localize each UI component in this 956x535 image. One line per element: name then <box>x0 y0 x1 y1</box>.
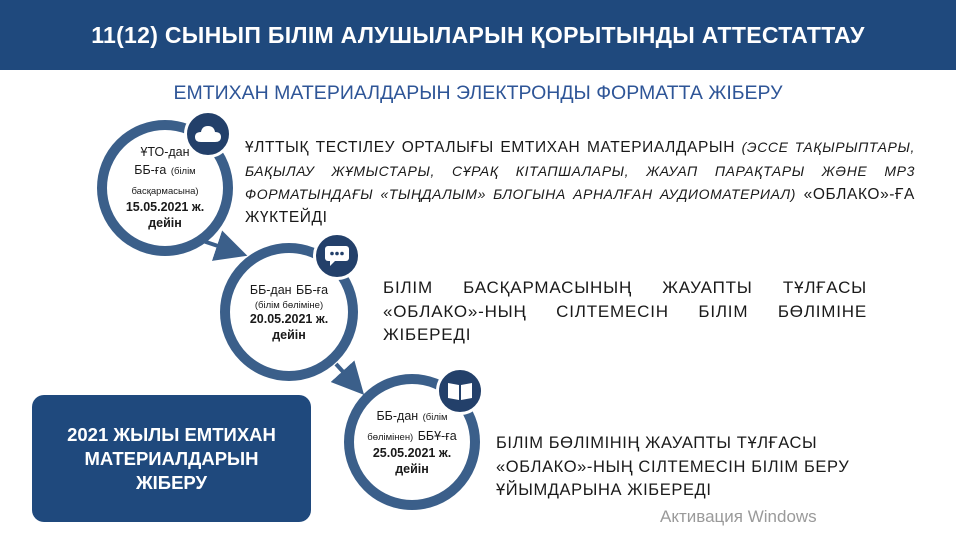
cloud-icon <box>184 110 232 158</box>
step-1-from: ҰТО-дан <box>140 144 190 159</box>
step-1-deadline: дейін <box>148 215 182 230</box>
step-1-to-line <box>107 160 223 200</box>
summary-box-text: 2021 ЖЫЛЫ ЕМТИХАН МАТЕРИАЛДАРЫН ЖІБЕРУ <box>67 423 276 493</box>
step-1-description <box>245 136 915 229</box>
summary-box <box>32 395 311 522</box>
chat-icon <box>313 232 361 280</box>
step-1-desc-italic: (ЭССЕ ТАҚЫРЫПТАРЫ, БАҚЫЛАУ ЖҰМЫСТАРЫ, СҰРАҚ КІТАПШАЛАРЫ, ЖАУАП ПАРАҚТАРЫ ЖӘНЕ МР3 ФОРМАТЫНДАҒЫ «ТЫҢДАЛЫМ» БЛОГЫНА АРНАЛҒАН АУДИОМАТЕРИАЛ) <box>245 139 915 202</box>
step-2-deadline: дейін <box>272 327 306 342</box>
windows-activation-watermark: Активация Windows <box>660 507 817 526</box>
step-2-date: 20.05.2021 ж. <box>249 312 329 327</box>
step-2-from: ББ-дан <box>249 283 292 298</box>
step-2-route <box>250 280 328 300</box>
step-1-date: 15.05.2021 ж. <box>125 200 205 215</box>
step-1-desc-end: «ОБЛАКО»-ҒА ЖҮКТЕЙДІ <box>245 186 915 226</box>
step-1-desc-main: ҰЛТТЫҚ ТЕСТІЛЕУ ОРТАЛЫҒЫ ЕМТИХАН МАТЕРИАЛДАРЫН <box>245 139 736 156</box>
book-icon <box>436 367 484 415</box>
page-title: 11(12) СЫНЫП БІЛІМ АЛУШЫЛАРЫН ҚОРЫТЫНДЫ АТТЕСТАТТАУ <box>91 21 865 48</box>
arrow-step2-to-step3 <box>336 364 356 386</box>
step-3-deadline: дейін <box>395 462 429 476</box>
step-1-to: ББ-ға <box>134 163 167 178</box>
page-subtitle: ЕМТИХАН МАТЕРИАЛДАРЫН ЭЛЕКТРОНДЫ ФОРМАТТА ЖІБЕРУ <box>173 82 783 104</box>
step-3-from-note: (білім бөлімінен) <box>367 412 448 444</box>
step-3-description: БІЛІМ БӨЛІМІНІҢ ЖАУАПТЫ ТҰЛҒАСЫ «ОБЛАКО»-НЫҢ СІЛТЕМЕСІН БІЛІМ БЕРУ ҰЙЫМДАРЫНА ЖІБЕРЕДІ <box>496 434 850 499</box>
step-3-to: ББҰ-ға <box>417 429 457 444</box>
step-2-to: ББ-ға <box>296 283 329 298</box>
step-2-description: БІЛІМ БАСҚАРМАСЫНЫҢ ЖАУАПТЫ ТҰЛҒАСЫ «ОБЛАКО»-НЫҢ СІЛТЕМЕСІН БІЛІМ БӨЛІМІНЕ ЖІБЕРЕДІ <box>383 278 867 344</box>
step-2-to-note: (білім бөліміне) <box>254 300 324 312</box>
step-3-date: 25.05.2021 ж. <box>372 446 452 461</box>
step-3-from: ББ-дан <box>376 409 419 424</box>
step-1-to-note: (білім басқармасына) <box>131 166 199 198</box>
